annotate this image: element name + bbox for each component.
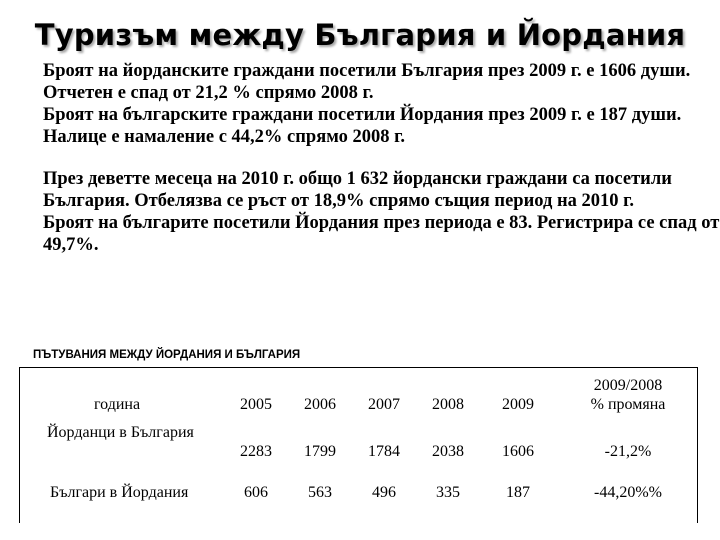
table-header-year: 2006 xyxy=(304,396,336,413)
table-cell: 187 xyxy=(506,484,530,501)
paragraph-line: През деветте месеца на 2010 г. общо 1 632 йордански граждани са посетили xyxy=(43,169,672,189)
table-border-left xyxy=(19,367,20,523)
table-header-year: 2005 xyxy=(240,396,272,413)
table-cell: 563 xyxy=(308,484,332,501)
table-cell: 606 xyxy=(244,484,268,501)
table-header-year: 2009 xyxy=(502,396,534,413)
table-header-year: 2008 xyxy=(432,396,464,413)
table-cell: 1799 xyxy=(304,443,336,460)
table-cell: 335 xyxy=(436,484,460,501)
table-cell-change: -21,2% xyxy=(604,443,652,460)
table-cell: 1606 xyxy=(502,443,534,460)
table-header-year-label: година xyxy=(94,396,141,413)
table-border-right xyxy=(697,367,698,523)
paragraph-jordan-bulgaria-2009 xyxy=(43,60,703,148)
table-header-change-line1: 2009/2008 xyxy=(593,377,663,394)
table-row-label: Йорданци в България xyxy=(47,424,194,441)
paragraph-line: България. Отбелязва се ръст от 18,9% спрямо същия период на 2010 г. xyxy=(43,191,635,211)
paragraph-line: 49,7%. xyxy=(43,235,99,255)
page-title: Туризъм между България и Йордания xyxy=(34,18,686,52)
table-border-top xyxy=(19,367,698,368)
paragraph-line: Броят на йорданските граждани посетили България през 2009 г. е 1606 души. xyxy=(43,61,691,81)
paragraph-2010-nine-months xyxy=(43,168,720,256)
paragraph-line: Налице е намаление с 44,2% спрямо 2008 г. xyxy=(43,127,406,147)
table-cell: 1784 xyxy=(368,443,400,460)
paragraph-line: Броят на българските граждани посетили Йордания през 2009 г. е 187 души. xyxy=(43,105,682,125)
table-header-year: 2007 xyxy=(368,396,400,413)
table-cell: 2283 xyxy=(240,443,272,460)
table-cell: 2038 xyxy=(432,443,464,460)
paragraph-line: Отчетен е спад от 21,2 % спрямо 2008 г. xyxy=(43,83,374,103)
table-header-change-line2: % промяна xyxy=(590,396,666,413)
paragraph-line: Броят на българите посетили Йордания през периода е 83. Регистрира се спад от xyxy=(43,213,720,233)
table-row-label: Българи в Йордания xyxy=(50,484,189,501)
table-title: ПЪТУВАНИЯ МЕЖДУ ЙОРДАНИЯ И БЪЛГАРИЯ xyxy=(33,349,301,361)
table-cell: 496 xyxy=(372,484,396,501)
table-cell-change: -44,20%% xyxy=(594,484,662,501)
